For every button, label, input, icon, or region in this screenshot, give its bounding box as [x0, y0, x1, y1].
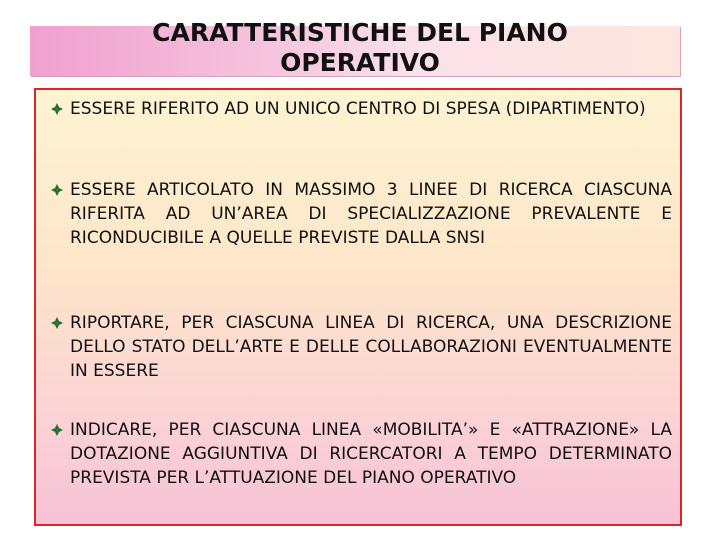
bullet-text: INDICARE, PER CIASCUNA LINEA «MOBILITA’» E «ATTRAZIONE» LA DOTAZIONE AGGIUNTIVA DI RICERCATORI A TEMPO DETERMINATO PREVISTA PER L’ATTUAZIONE DEL PIANO OPERATIVO [70, 420, 672, 488]
slide-title: CARATTERISTICHE DEL PIANO OPERATIVO [152, 18, 568, 77]
bullet-item-4 [50, 418, 672, 490]
bullet-text: RIPORTARE, PER CIASCUNA LINEA DI RICERCA, UNA DESCRIZIONE DELLO STATO DELL’ARTE E DELLE COLLABORAZIONI EVENTUALMENTE IN ESSERE [70, 313, 672, 381]
bullet-item-3 [50, 311, 672, 383]
bullet-text: ESSERE ARTICOLATO IN MASSIMO 3 LINEE DI RICERCA CIASCUNA RIFERITA AD UN’AREA DI SPECIALIZZAZIONE PREVALENTE E RICONDUCIBILE A QUELLE PREVISTE DALLA SNSI [70, 180, 672, 248]
diamond-clover-bullet-icon [50, 183, 64, 197]
bullet-item-1 [50, 97, 672, 121]
bullet-text: ESSERE RIFERITO AD UN UNICO CENTRO DI SPESA (DIPARTIMENTO) [70, 99, 646, 119]
diamond-clover-bullet-icon [50, 102, 64, 116]
bullet-item-2 [50, 178, 672, 250]
diamond-clover-bullet-icon [50, 316, 64, 330]
diamond-clover-bullet-icon [50, 423, 64, 437]
